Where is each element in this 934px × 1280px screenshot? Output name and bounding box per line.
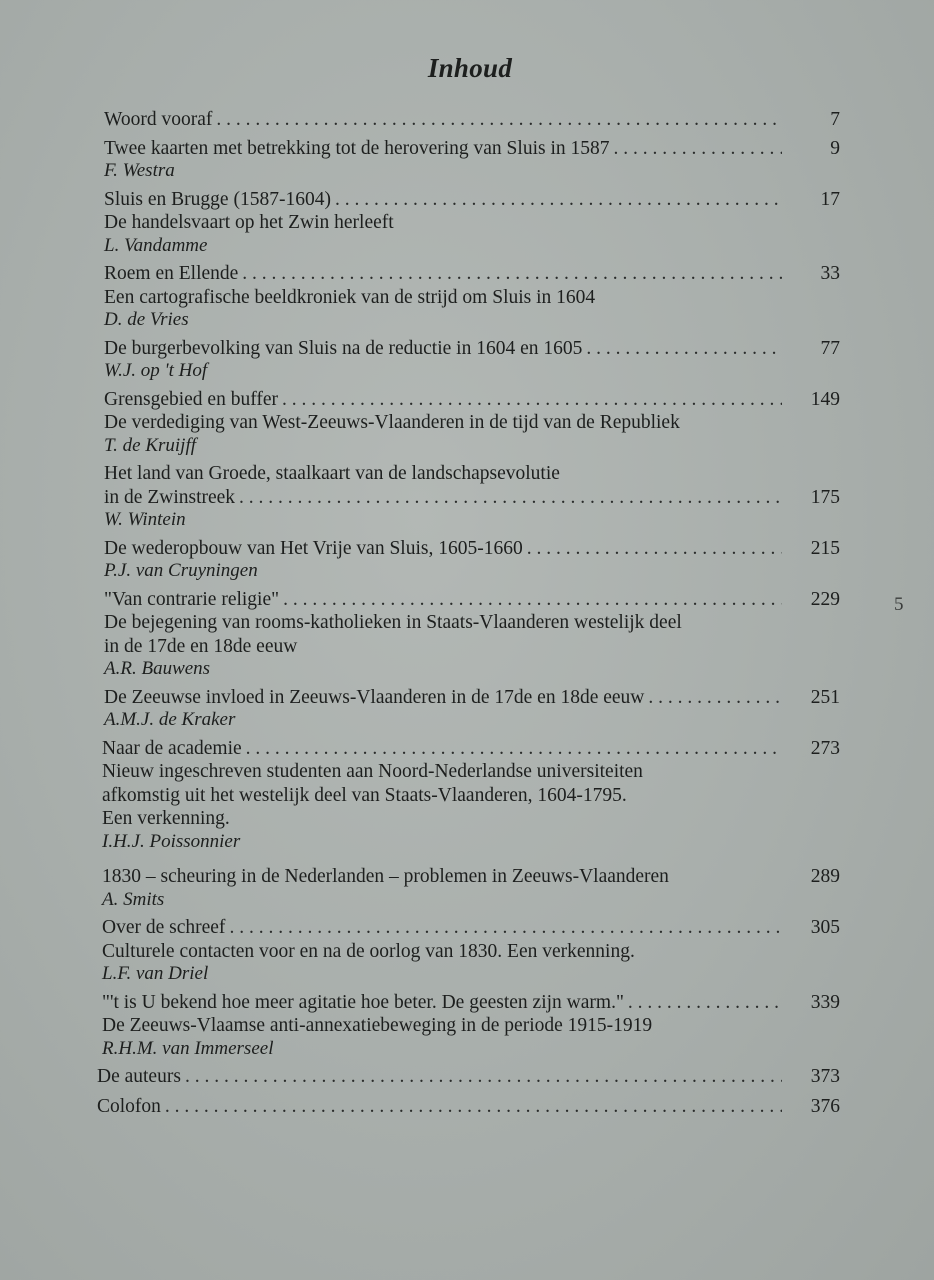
- toc-entry-title-line: in de Zwinstreek: [104, 486, 236, 508]
- toc-entry-title: Colofon: [97, 1095, 161, 1117]
- toc-entry[interactable]: [97, 1095, 844, 1119]
- toc-page-number: 175: [810, 486, 840, 508]
- toc-page-number: 77: [820, 337, 840, 359]
- toc-entry[interactable]: [104, 137, 844, 183]
- toc-entry-subtitle: De bejegening van rooms-katholieken in Staats-Vlaanderen westelijk deel: [104, 612, 682, 633]
- table-of-contents: [97, 108, 844, 1123]
- toc-entry[interactable]: [102, 991, 844, 1061]
- toc-page-number: 9: [830, 137, 840, 159]
- toc-entry[interactable]: [104, 262, 844, 332]
- toc-entry-title: 1830 – scheuring in de Nederlanden – problemen in Zeeuws-Vlaanderen: [102, 866, 669, 887]
- toc-entry-title: De burgerbevolking van Sluis na de reductie in 1604 en 1605: [104, 337, 583, 359]
- toc-page-number: 215: [810, 537, 840, 559]
- toc-page-number: 251: [810, 686, 840, 708]
- toc-entry-author: F. Westra: [104, 160, 175, 181]
- toc-entry[interactable]: [102, 737, 844, 854]
- page-title: Inhoud: [427, 53, 513, 83]
- toc-entry-author: W. Wintein: [104, 509, 186, 530]
- toc-entry-author: R.H.M. van Immerseel: [102, 1037, 274, 1059]
- toc-entry-title: Woord vooraf: [104, 109, 213, 130]
- toc-entry-subtitle: De Zeeuws-Vlaamse anti-annexatiebeweging in de periode 1915-1919: [102, 1015, 653, 1036]
- dot-leader: [216, 108, 782, 132]
- toc-entry-title: "Van contrarie religie": [104, 588, 280, 610]
- dot-leader: [165, 1095, 782, 1119]
- toc-entry[interactable]: [97, 1065, 844, 1089]
- toc-page-number: 33: [820, 263, 840, 284]
- toc-entry-title: De wederopbouw van Het Vrije van Sluis, 1605-1660: [104, 537, 523, 559]
- toc-page-number: 376: [810, 1095, 840, 1117]
- dot-leader: [335, 188, 782, 212]
- toc-entry[interactable]: [104, 388, 844, 458]
- toc-entry-subtitle: De handelsvaart op het Zwin herleeft: [104, 212, 394, 233]
- toc-entry-subtitle: afkomstig uit het westelijk deel van Staats-Vlaanderen, 1604-1795.: [102, 784, 627, 806]
- toc-entry-title: Naar de academie: [102, 737, 242, 759]
- toc-page-number: 7: [830, 109, 840, 130]
- dot-leader: [527, 537, 782, 561]
- toc-entry[interactable]: [104, 188, 844, 258]
- toc-entry-title: Sluis en Brugge (1587-1604): [104, 188, 331, 210]
- dot-leader: [239, 486, 782, 510]
- toc-entry[interactable]: [104, 462, 844, 532]
- toc-entry-author: A. Smits: [102, 888, 165, 910]
- toc-entry-author: T. de Kruijff: [104, 434, 197, 456]
- dot-leader: [648, 686, 782, 710]
- dot-leader: [628, 991, 782, 1015]
- toc-entry[interactable]: [104, 108, 844, 132]
- dot-leader: [283, 588, 782, 612]
- toc-entry-author: L.F. van Driel: [102, 963, 209, 984]
- dot-leader: [246, 737, 782, 761]
- toc-page-number: 229: [810, 588, 840, 610]
- toc-entry-title: Over de schreef: [102, 917, 226, 938]
- toc-entry-author: P.J. van Cruyningen: [104, 560, 258, 581]
- toc-entry-subtitle: De verdediging van West-Zeeuws-Vlaanderen in de tijd van de Republiek: [104, 412, 680, 433]
- toc-entry-author: W.J. op 't Hof: [104, 360, 208, 381]
- toc-entry-title: Het land van Groede, staalkaart van de landschapsevolutie: [104, 463, 560, 484]
- dot-leader: [242, 262, 782, 286]
- dot-leader: [282, 388, 782, 412]
- toc-page-number: 17: [820, 188, 840, 210]
- toc-entry-subtitle: in de 17de en 18de eeuw: [104, 635, 298, 657]
- toc-entry-author: L. Vandamme: [104, 234, 208, 256]
- toc-entry[interactable]: [104, 537, 844, 583]
- toc-entry-subtitle: Een cartografische beeldkroniek van de strijd om Sluis in 1604: [104, 286, 596, 308]
- toc-entry[interactable]: [102, 916, 844, 986]
- toc-entry-title: Roem en Ellende: [104, 263, 239, 284]
- dot-leader: [185, 1065, 782, 1089]
- toc-entry-title: "'t is U bekend hoe meer agitatie hoe beter. De geesten zijn warm.": [102, 991, 624, 1013]
- toc-entry-author: D. de Vries: [104, 309, 189, 330]
- toc-page-number: 289: [810, 866, 840, 887]
- toc-entry-subtitle: Nieuw ingeschreven studenten aan Noord-Nederlandse universiteiten: [102, 761, 643, 782]
- toc-entry-subtitle: Culturele contacten voor en na de oorlog van 1830. Een verkenning.: [102, 940, 635, 962]
- toc-entry-subtitle: Een verkenning.: [102, 808, 230, 829]
- dot-leader: [614, 137, 783, 161]
- toc-entry-author: A.R. Bauwens: [104, 658, 211, 679]
- toc-entry-author: A.M.J. de Kraker: [104, 709, 236, 730]
- page-number: 5: [894, 594, 904, 615]
- dot-leader: [229, 916, 782, 940]
- dot-leader: [586, 337, 782, 361]
- toc-entry-title: Grensgebied en buffer: [104, 388, 278, 410]
- toc-entry-author: I.H.J. Poissonnier: [102, 830, 241, 852]
- toc-entry[interactable]: [102, 865, 844, 911]
- toc-entry[interactable]: [104, 686, 844, 732]
- toc-entry-title: De Zeeuwse invloed in Zeeuws-Vlaanderen in de 17de en 18de eeuw: [104, 686, 645, 708]
- toc-page-number: 149: [810, 388, 840, 410]
- toc-page-number: 373: [810, 1066, 840, 1087]
- toc-entry-title: De auteurs: [97, 1066, 181, 1087]
- toc-page-number: 305: [810, 917, 840, 938]
- toc-entry[interactable]: [104, 588, 844, 681]
- toc-entry[interactable]: [104, 337, 844, 383]
- toc-entry-title: Twee kaarten met betrekking tot de herovering van Sluis in 1587: [104, 137, 610, 159]
- toc-page-number: 339: [810, 991, 840, 1013]
- toc-page-number: 273: [810, 737, 840, 759]
